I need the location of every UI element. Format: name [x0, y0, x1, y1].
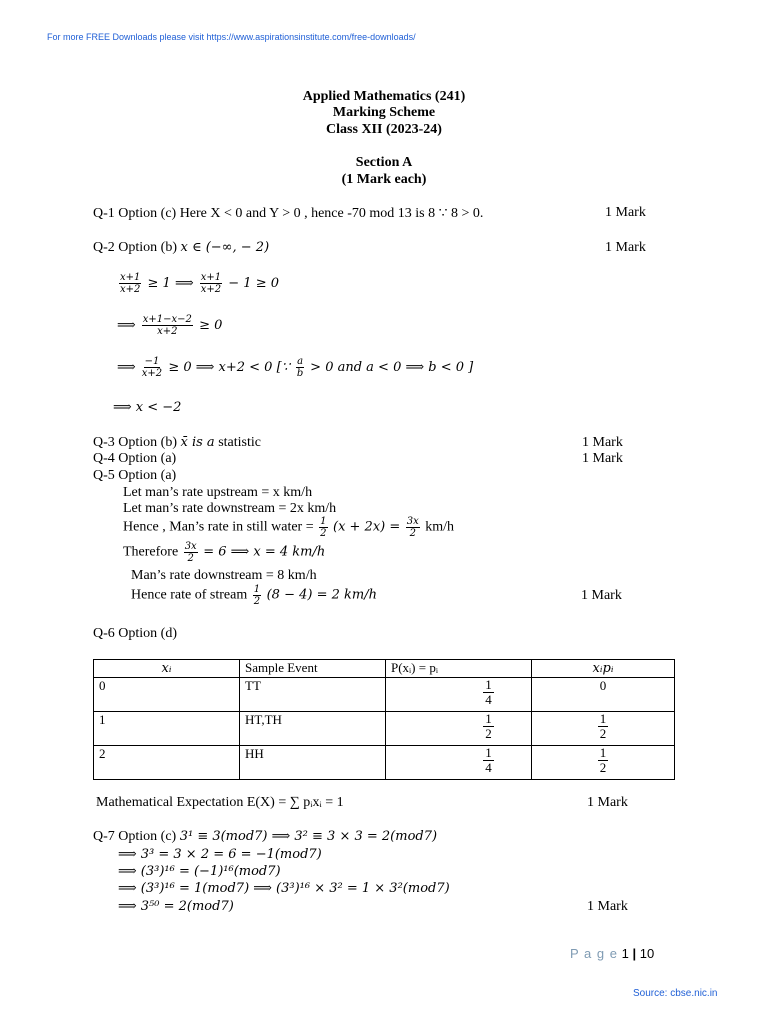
q5-answer: Q-5 Option (a): [93, 468, 177, 483]
header-link[interactable]: For more FREE Downloads please visit https://www.aspirationsinstitute.com/free-downloads/: [47, 32, 416, 42]
q7-mark: 1 Mark: [587, 899, 628, 914]
doc-title-scheme: Marking Scheme: [332, 105, 436, 120]
q7-line1: Q-7 Option (c) 3¹ ≡ 3(mod7) ⟹ 3² ≡ 3 × 3 = 2(mod7): [93, 829, 438, 844]
q7-line5: ⟹ 3⁵⁰ = 2(mod7): [118, 899, 234, 914]
doc-title-subject: Applied Mathematics (241): [302, 89, 466, 104]
q5-mark: 1 Mark: [581, 588, 622, 603]
q5-line3: Hence , Man’s rate in still water = $\frac{1}{2}$ (x + 2x) = $\frac{3x}{2}$ km/h: [123, 516, 455, 539]
table-header: xᵢpᵢ: [532, 660, 675, 678]
q7-line4: ⟹ (3³)¹⁶ = 1(mod7) ⟹ (3³)¹⁶ × 3² = 1 × 3²(mod7): [118, 881, 450, 896]
q5-line4: Therefore $\frac{3x}{2}$ = 6 ⟹ x = 4 km/h: [123, 541, 326, 564]
page-number: [570, 946, 654, 961]
q2-frac2: $\frac{x+1}{x+2}$: [200, 272, 222, 295]
table-cell: 1 4: [386, 746, 532, 780]
q2-label: Q-2 Option (b): [93, 240, 177, 255]
q2-mark: 1 Mark: [605, 240, 646, 255]
table-row: [94, 746, 675, 780]
page-current: 1: [621, 946, 629, 961]
table-cell: 1 2: [532, 746, 675, 780]
table-header: Sample Event: [240, 660, 386, 678]
section-heading: Section A: [355, 155, 413, 170]
table-cell: 1 2: [532, 712, 675, 746]
q5-threex: $\frac{3x}{2}$: [406, 516, 419, 539]
probability-table: [93, 659, 675, 780]
table-cell: HH: [240, 746, 386, 780]
table-cell: HT,TH: [240, 712, 386, 746]
table-cell: TT: [240, 678, 386, 712]
q5-half-2: $\frac{1}{2}$: [253, 584, 261, 607]
table-cell: 1 2: [386, 712, 532, 746]
q2-step4: ⟹ x < −2: [113, 400, 182, 415]
q3-answer: Q-3 Option (b) x̄ is a statistic: [93, 435, 261, 450]
table-cell: 0: [532, 678, 675, 712]
q1-answer: Q-1 Option (c) Here X < 0 and Y > 0 , hence -70 mod 13 is 8 ∵ 8 > 0.: [93, 206, 484, 221]
table-row: [94, 678, 675, 712]
table-header: P(xᵢ) = pᵢ: [386, 660, 532, 678]
q2-step3: ⟹ $\frac{-1}{x+2}$ ≥ 0 ⟹ x+2 < 0 [∵ $\frac{a}{b}$ > 0 and a < 0 ⟹ b < 0 ]: [117, 356, 474, 379]
section-note: (1 Mark each): [341, 172, 427, 187]
doc-title-class: Class XII (2023-24): [326, 122, 442, 137]
q4-mark: 1 Mark: [582, 451, 623, 466]
q2-frac5: $\frac{a}{b}$: [296, 356, 304, 379]
q6-mark: 1 Mark: [587, 795, 628, 810]
table-cell: 2: [94, 746, 240, 780]
page-word: P a g e: [570, 946, 618, 961]
q2-answer: [93, 240, 269, 256]
q5-line6: Hence rate of stream $\frac{1}{2}$ (8 − 4) = 2 km/h: [131, 584, 377, 607]
page-total: 10: [639, 946, 655, 961]
q5-half: $\frac{1}{2}$: [320, 516, 327, 539]
q6-expectation: Mathematical Expectation E(X) = ∑ pᵢxᵢ = 1: [96, 795, 344, 810]
table-row: [94, 712, 675, 746]
table-cell: 0: [94, 678, 240, 712]
q2-frac3: $\frac{x+1-x-2}{x+2}$: [142, 314, 192, 337]
q2-frac4: $\frac{-1}{x+2}$: [141, 356, 163, 379]
q7-line3: ⟹ (3³)¹⁶ = (−1)¹⁶(mod7): [118, 864, 281, 879]
q6-answer: Q-6 Option (d): [93, 626, 177, 641]
table-header-row: [94, 660, 675, 678]
q5-line1: Let man’s rate upstream = x km/h: [123, 485, 313, 500]
q5-threex-2: $\frac{3x}{2}$: [184, 541, 197, 564]
q2-interval: x ∈ (−∞, − 2): [180, 240, 270, 255]
q7-line2: ⟹ 3³ = 3 × 2 = 6 = −1(mod7): [118, 847, 322, 862]
q1-mark: 1 Mark: [605, 205, 646, 220]
q5-line2: Let man’s rate downstream = 2x km/h: [123, 501, 337, 516]
q2-step2: ⟹ $\frac{x+1-x-2}{x+2}$ ≥ 0: [117, 314, 223, 337]
q2-frac1: $\frac{x+1}{x+2}$: [120, 272, 141, 295]
page-separator: |: [632, 946, 637, 961]
q5-line5: Man’s rate downstream = 8 km/h: [131, 568, 317, 583]
table-cell: 1 4: [386, 678, 532, 712]
q3-mark: 1 Mark: [582, 435, 623, 450]
q4-answer: Q-4 Option (a): [93, 451, 177, 466]
q2-step1: $\frac{x+1}{x+2}$ ≥ 1 ⟹ $\frac{x+1}{x+2}$ − 1 ≥ 0: [120, 272, 280, 295]
source-link[interactable]: Source: cbse.nic.in: [633, 988, 718, 999]
table-header: xᵢ: [94, 660, 240, 678]
table-cell: 1: [94, 712, 240, 746]
